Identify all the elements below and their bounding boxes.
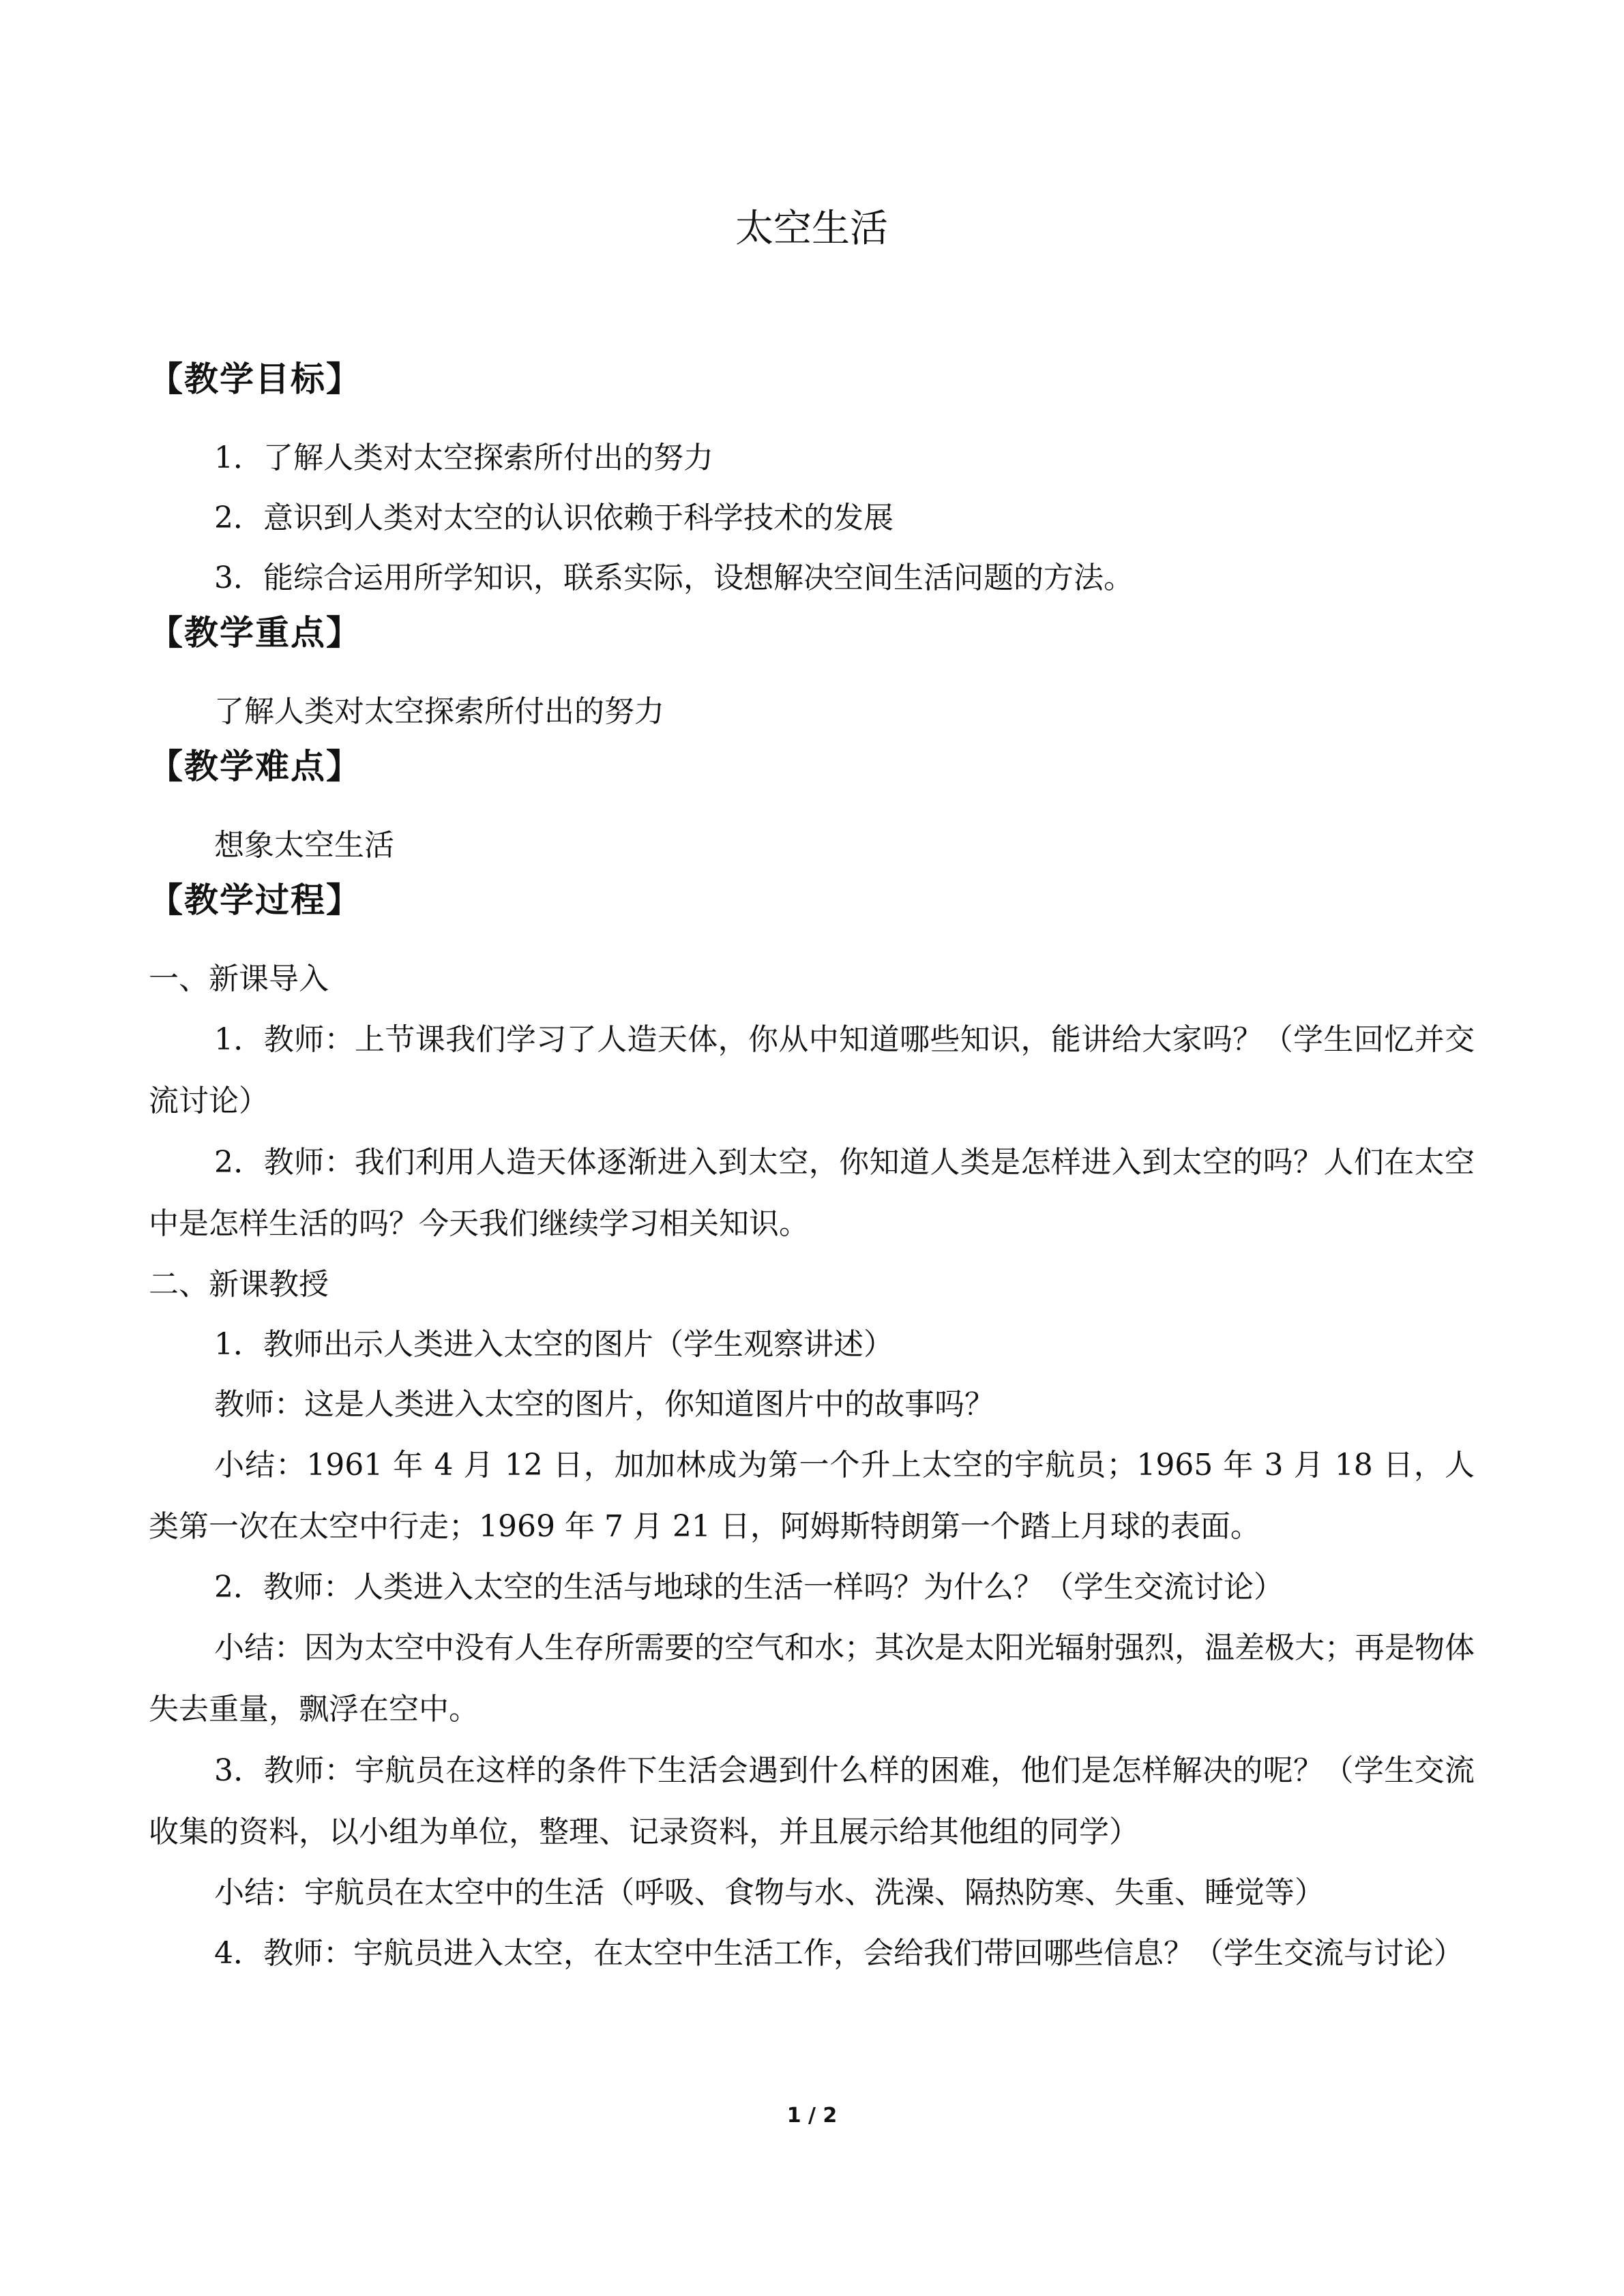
process-item: 小结：因为太空中没有人生存所需要的空气和水；其次是太阳光辐射强烈，温差极大；再是物体失去重量，飘浮在空中。 — [149, 1630, 1475, 1727]
objective-item: 2．意识到人类对太空的认识依赖于科学技术的发展 — [214, 501, 894, 535]
process-item: 1．教师：上节课我们学习了人造天体，你从中知道哪些知识，能讲给大家吗？（学生回忆并交流讨论） — [149, 1022, 1475, 1118]
process-item: 教师：这是人类进入太空的图片，你知道图片中的故事吗？ — [214, 1387, 994, 1422]
process-part-title: 一、新课导入 — [149, 961, 329, 996]
process-item: 4．教师：宇航员进入太空，在太空中生活工作，会给我们带回哪些信息？（学生交流与讨论） — [214, 1936, 1464, 1971]
document-title: 太空生活 — [735, 207, 888, 251]
process-item: 3．教师：宇航员在这样的条件下生活会遇到什么样的困难，他们是怎样解决的呢？（学生交流收集的资料，以小组为单位，整理、记录资料，并且展示给其他组的同学） — [149, 1753, 1475, 1849]
section-heading-key-points: 【教学重点】 — [149, 613, 361, 653]
process-item: 2．教师：人类进入太空的生活与地球的生活一样吗？为什么？（学生交流讨论） — [214, 1570, 1284, 1605]
objective-item: 1．了解人类对太空探索所付出的努力 — [214, 441, 713, 475]
process-item: 1．教师出示人类进入太空的图片（学生观察讲述） — [214, 1327, 894, 1362]
section-heading-difficulties: 【教学难点】 — [149, 747, 361, 786]
section-heading-process: 【教学过程】 — [149, 880, 361, 920]
section-heading-objectives: 【教学目标】 — [149, 359, 361, 399]
key-points-text: 了解人类对太空探索所付出的努力 — [214, 694, 664, 729]
process-item: 2．教师：我们利用人造天体逐渐进入到太空，你知道人类是怎样进入到太空的吗？人们在太空中是怎样生活的吗？今天我们继续学习相关知识。 — [149, 1145, 1475, 1241]
document-body — [149, 205, 1475, 1984]
objective-item: 3．能综合运用所学知识，联系实际，设想解决空间生活问题的方法。 — [214, 561, 1134, 595]
page-number: 1 / 2 — [786, 2104, 838, 2128]
process-part-title: 二、新课教授 — [149, 1267, 329, 1302]
difficulties-text: 想象太空生活 — [214, 828, 394, 863]
process-item: 小结：宇航员在太空中的生活（呼吸、食物与水、洗澡、隔热防寒、失重、睡觉等） — [214, 1875, 1325, 1910]
process-item: 小结：1961 年 4 月 12 日，加加林成为第一个升上太空的宇航员；1965 年 3 月 18 日，人类第一次在太空中行走；1969 年 7 月 21 日，阿姆斯特朗第一个踏上月球的表面。 — [149, 1448, 1475, 1544]
